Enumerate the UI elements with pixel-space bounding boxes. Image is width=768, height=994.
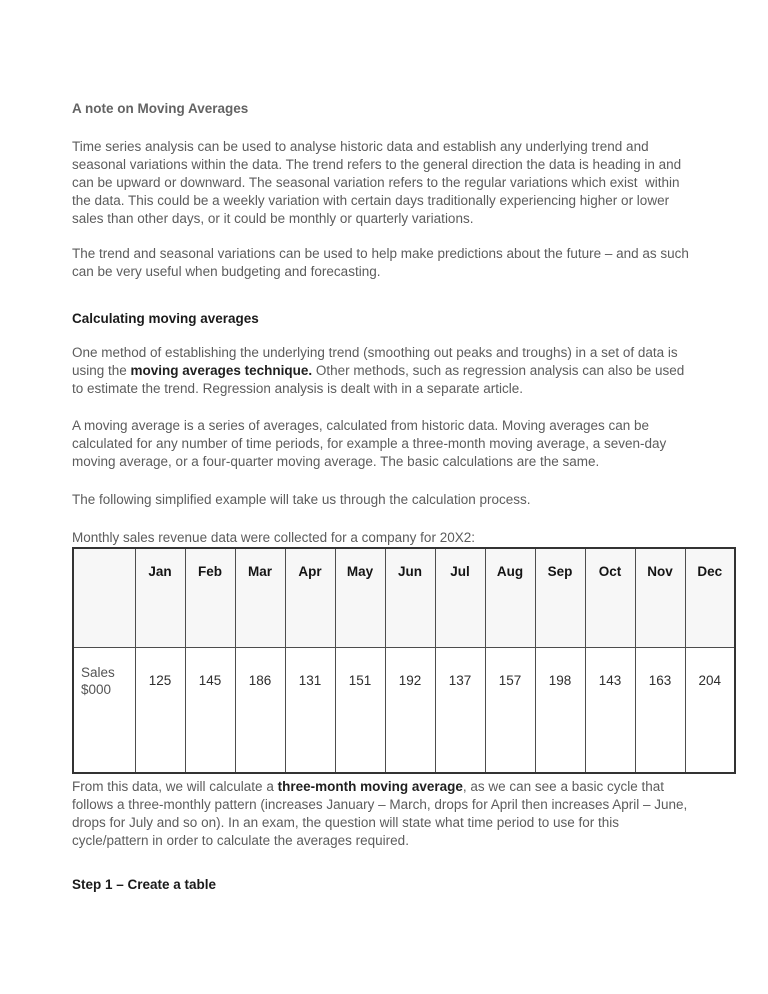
month-header-cell: Dec (685, 548, 735, 648)
month-header-cell: Mar (235, 548, 285, 648)
paragraph-method-pre-text: One method of establishing the underlying trend (smoothing out peaks and troughs) in a set of data is using the (72, 345, 682, 378)
month-header-cell: Jan (135, 548, 185, 648)
month-header-cell: May (335, 548, 385, 648)
sales-value-cell: 192 (385, 648, 435, 774)
paragraph-moving-average-definition: A moving average is a series of averages, calculated from historic data. Moving averages can be calculated for any number of time periods, for example a three-month moving average, a seven-day moving average, or a four-quarter moving average. The basic calculations are the same. (72, 418, 671, 469)
month-header-cell: Oct (585, 548, 635, 648)
heading-note-on-moving-averages: A note on Moving Averages (72, 101, 249, 116)
moving-averages-technique-bold-text: moving averages technique. (130, 363, 313, 378)
sales-value-cell: 151 (335, 648, 385, 774)
paragraph-fromdata-pre-text: From this data, we will calculate a (72, 779, 278, 794)
sales-row-label: Sales $000 (73, 648, 135, 774)
paragraph-trend-predictions: The trend and seasonal variations can be used to help make predictions about the future – and as such can be very useful when budgeting and forecasting. (72, 246, 693, 279)
sales-value-cell: 131 (285, 648, 335, 774)
sales-value-cell: 204 (685, 648, 735, 774)
month-header-cell: Jul (435, 548, 485, 648)
sales-value-cell: 198 (535, 648, 585, 774)
sales-data-table (72, 547, 736, 774)
paragraph-method-post-text: Other methods, such as regression analysis can also be used to estimate the trend. Regression analysis is dealt with in a separate article. (72, 363, 689, 396)
three-month-moving-average-bold-text: three-month moving average (277, 779, 463, 794)
sales-value-cell: 186 (235, 648, 285, 774)
table-sales-row (73, 648, 735, 774)
corner-cell (73, 548, 135, 648)
month-header-cell: Jun (385, 548, 435, 648)
paragraph-from-this-data (72, 778, 696, 850)
sales-value-cell: 143 (585, 648, 635, 774)
paragraph-time-series-intro: Time series analysis can be used to analyse historic data and establish any underlying trend and seasonal variations within the data. The trend refers to the general direction the data is heading in and can be upward or downward. The seasonal variation refers to the regular variations which exist within the data. This could be a weekly variation with certain days traditionally experiencing higher or lower sales than other days, or it could be monthly or quarterly variations. (72, 139, 685, 226)
sales-value-cell: 163 (635, 648, 685, 774)
heading-calculating-moving-averages: Calculating moving averages (72, 311, 259, 326)
month-header-cell: Sep (535, 548, 585, 648)
sales-value-cell: 125 (135, 648, 185, 774)
paragraph-monthly-sales-caption: Monthly sales revenue data were collected for a company for 20X2: (72, 530, 475, 545)
paragraph-method-establishing-trend (72, 344, 696, 398)
heading-step-1-create-table: Step 1 – Create a table (72, 877, 217, 892)
table-header-row (73, 548, 735, 648)
sales-value-cell: 145 (185, 648, 235, 774)
month-header-cell: Nov (635, 548, 685, 648)
sales-value-cell: 157 (485, 648, 535, 774)
month-header-cell: Apr (285, 548, 335, 648)
month-header-cell: Feb (185, 548, 235, 648)
month-header-cell: Aug (485, 548, 535, 648)
paragraph-fromdata-post-text: , as we can see a basic cycle that follows a three-monthly pattern (increases January – March, drops for April then increases April – June, drops for July and so on). In an exam, the question will state what time period to use for this cycle/pattern in order to calculate the averages required. (72, 779, 692, 848)
paragraph-simplified-example: The following simplified example will take us through the calculation process. (72, 492, 531, 507)
sales-value-cell: 137 (435, 648, 485, 774)
